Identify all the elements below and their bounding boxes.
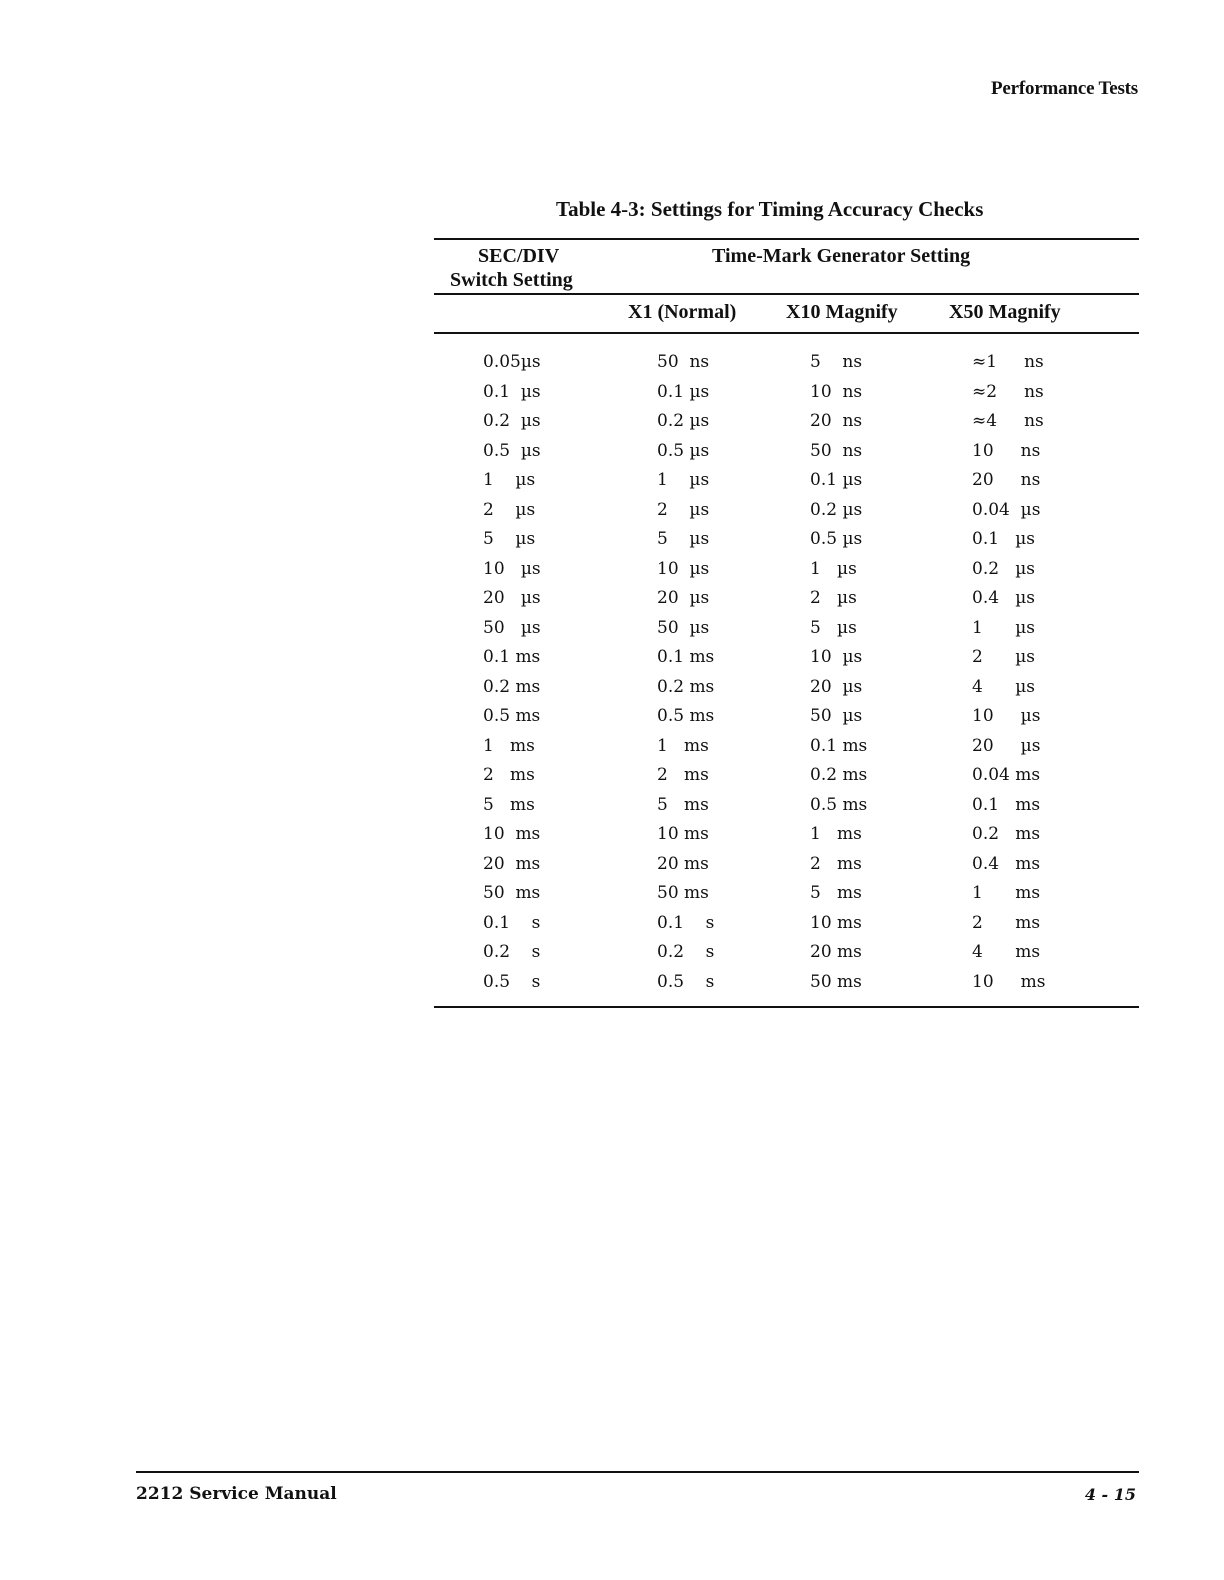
sec-div-cell: 0.05µs [483,352,541,372]
sec-div-cell: 20 ms [483,853,541,874]
table-row [0,913,1224,943]
table-row [0,824,1224,854]
secdiv-header: SEC/DIV [478,245,560,267]
x1-normal-cell: 2 µs [657,499,710,520]
table-row [0,942,1224,972]
x50-magnify-cell: 4 ms [972,942,1041,962]
x50-magnify-cell: 10 ms [972,971,1046,992]
table-row [0,883,1224,913]
sec-div-cell: 2 ms [483,765,535,785]
table-row [0,972,1224,1002]
x10-magnify-cell: 20 µs [810,676,863,697]
x1-normal-cell: 0.2 s [657,942,715,962]
x10-magnify-cell: 0.2 ms [810,765,868,785]
x50-magnify-cell: 0.04 µs [972,499,1041,520]
table-row [0,588,1224,618]
x50-magnify-cell: 0.4 µs [972,588,1036,608]
sec-div-cell: 1 µs [483,470,536,490]
sec-div-cell: 5 ms [483,794,535,815]
x50-magnify-cell: 0.2 ms [972,824,1041,844]
x1-normal-cell: 0.5 s [657,971,715,992]
x10-magnify-cell: 5 ms [810,883,862,903]
x10-magnify-cell: 5 µs [810,617,857,638]
x10-magnify-cell: 1 µs [810,558,857,579]
x1-normal-cell: 0.1 µs [657,381,710,402]
sec-div-cell: 0.1 ms [483,647,541,667]
table-row [0,647,1224,677]
running-header: Performance Tests [991,78,1138,99]
table-title: Table 4-3: Settings for Timing Accuracy Checks [556,197,984,221]
x10-magnify-cell: 2 ms [810,853,862,874]
table-row [0,854,1224,884]
table-row [0,500,1224,530]
x50-magnify-cell: 1 ms [972,883,1041,903]
x50-magnify-cell: 10 µs [972,706,1041,726]
x1-normal-cell: 1 ms [657,735,709,756]
table-row [0,382,1224,412]
x50-magnify-cell: 20 ns [972,470,1041,490]
table-row [0,677,1224,707]
x10-magnify-cell: 5 ns [810,352,863,372]
x50-magnify-cell: ≈2 ns [972,381,1044,402]
footer-rule [136,1471,1139,1473]
x10-magnify-header: X10 Magnify [786,301,898,323]
x50-magnify-cell: ≈4 ns [972,411,1044,431]
table-body [0,352,1224,1001]
x50-magnify-header: X50 Magnify [949,301,1061,323]
x50-magnify-cell: 0.04 ms [972,765,1041,785]
x10-magnify-cell: 20 ns [810,411,863,431]
x1-normal-cell: 0.5 µs [657,440,710,461]
x50-magnify-cell: 10 ns [972,440,1041,461]
x1-normal-cell: 10 µs [657,558,710,579]
x10-magnify-cell: 2 µs [810,588,857,608]
x10-magnify-cell: 50 ns [810,440,863,461]
x1-normal-header: X1 (Normal) [628,301,737,323]
x10-magnify-cell: 0.5 µs [810,529,863,549]
x1-normal-cell: 0.1 s [657,912,715,933]
table-row [0,706,1224,736]
table-row [0,352,1224,382]
x10-magnify-cell: 20 ms [810,942,862,962]
x50-magnify-cell: 20 µs [972,735,1041,756]
sec-div-cell: 50 ms [483,883,541,903]
x50-magnify-cell: 1 µs [972,617,1036,638]
x10-magnify-cell: 10 µs [810,647,863,667]
x10-magnify-cell: 0.1 ms [810,735,868,756]
sec-div-cell: 0.2 µs [483,411,541,431]
table-row [0,736,1224,766]
sec-div-cell: 0.5 µs [483,440,541,461]
x10-magnify-cell: 50 ms [810,971,862,992]
x10-magnify-cell: 10 ns [810,381,863,402]
x50-magnify-cell: 0.4 ms [972,853,1041,874]
manual-title: 2212 Service Manual [136,1484,337,1504]
header-divider-rule [434,293,1139,295]
x10-magnify-cell: 0.5 ms [810,794,868,815]
x1-normal-cell: 0.2 µs [657,411,710,431]
x1-normal-cell: 50 ns [657,352,710,372]
table-top-rule [434,238,1139,240]
x10-magnify-cell: 1 ms [810,824,862,844]
sec-div-cell: 5 µs [483,529,536,549]
sec-div-cell: 0.2 s [483,942,541,962]
x1-normal-cell: 5 µs [657,529,710,549]
x10-magnify-cell: 0.2 µs [810,499,863,520]
x10-magnify-cell: 50 µs [810,706,863,726]
sec-div-cell: 50 µs [483,617,541,638]
time-mark-generator-header: Time-Mark Generator Setting [712,245,971,267]
x50-magnify-cell: 2 µs [972,647,1036,667]
sec-div-cell: 0.1 µs [483,381,541,402]
sec-div-cell: 0.2 ms [483,676,541,697]
x1-normal-cell: 0.1 ms [657,647,715,667]
x1-normal-cell: 50 ms [657,883,709,903]
table-row [0,765,1224,795]
x10-magnify-cell: 0.1 µs [810,470,863,490]
table-row [0,559,1224,589]
x50-magnify-cell: 0.2 µs [972,558,1036,579]
x50-magnify-cell: 0.1 µs [972,529,1036,549]
x1-normal-cell: 5 ms [657,794,709,815]
table-row [0,470,1224,500]
x50-magnify-cell: 4 µs [972,676,1036,697]
x1-normal-cell: 0.2 ms [657,676,715,697]
x1-normal-cell: 20 ms [657,853,709,874]
x1-normal-cell: 10 ms [657,824,709,844]
x1-normal-cell: 2 ms [657,765,709,785]
x1-normal-cell: 1 µs [657,470,710,490]
x10-magnify-cell: 10 ms [810,912,862,933]
sec-div-cell: 2 µs [483,499,536,520]
sec-div-cell: 20 µs [483,588,541,608]
table-row [0,618,1224,648]
sec-div-cell: 0.1 s [483,912,541,933]
subheader-rule [434,332,1139,334]
sec-div-cell: 10 µs [483,558,541,579]
x50-magnify-cell: ≈1 ns [972,352,1044,372]
table-row [0,441,1224,471]
sec-div-cell: 1 ms [483,735,535,756]
x1-normal-cell: 50 µs [657,617,710,638]
x1-normal-cell: 20 µs [657,588,710,608]
x50-magnify-cell: 0.1 ms [972,794,1041,815]
x1-normal-cell: 0.5 ms [657,706,715,726]
table-row [0,529,1224,559]
page-number: 4 - 15 [1084,1485,1136,1504]
table-row [0,795,1224,825]
sec-div-cell: 0.5 s [483,971,541,992]
x50-magnify-cell: 2 ms [972,912,1041,933]
table-row [0,411,1224,441]
switch-setting-header: Switch Setting [450,269,573,291]
sec-div-cell: 0.5 ms [483,706,541,726]
sec-div-cell: 10 ms [483,824,541,844]
table-bottom-rule [434,1006,1139,1008]
